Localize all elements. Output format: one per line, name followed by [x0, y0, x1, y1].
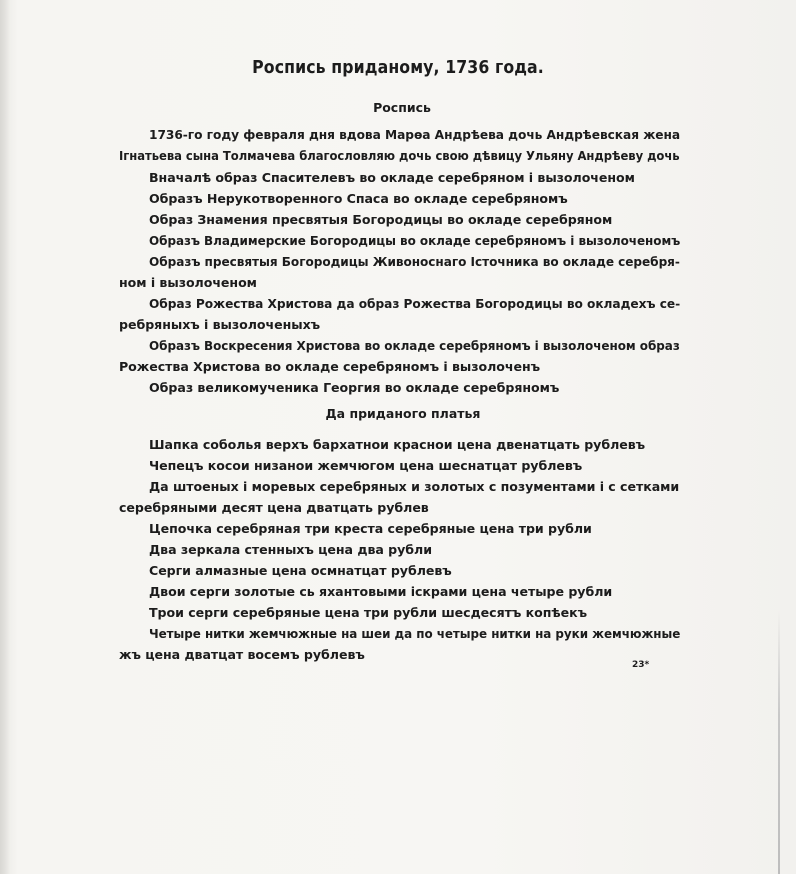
- text-line: Образъ Владимерские Богородицы во окладе серебряномъ i вызолоченомъ: [149, 233, 681, 248]
- text-line: жъ цена дватцат восемъ рублевъ: [119, 647, 365, 662]
- text-line: Двои серги золотые сь яхантовыми iскрами цена четыре рубли: [149, 584, 613, 599]
- text-line: Чепецъ косои низанои жемчюгом цена шеснатцат рублевъ: [149, 458, 583, 473]
- section-heading-rospis: Роспись: [373, 100, 431, 115]
- text-line: Шапка соболья верхъ бархатнои краснои цена двенатцать рублевъ: [149, 437, 646, 452]
- text-line: Серги алмазные цена осмнатцат рублевъ: [149, 563, 452, 578]
- text-line: Iгнатьева сына Толмачева благословляю дочь свою дѣвицу Ульяну Андрѣеву дочь: [119, 148, 680, 163]
- text-line: 1736-го году февраля дня вдова Марѳа Андрѣева дочь Андрѣевская жена: [149, 127, 681, 142]
- section-heading-dress: Да приданого платья: [325, 406, 481, 421]
- text-line: Вначалѣ образ Спасителевъ во окладе серебряном i вызолоченом: [149, 170, 635, 185]
- page-number: 23*: [632, 660, 650, 670]
- text-line: ном i вызолоченом: [119, 275, 257, 290]
- text-line: Четыре нитки жемчюжные на шеи да по четыре нитки на руки жемчюжные: [149, 626, 681, 641]
- text-line: Образъ Нерукотворенного Спаса во окладе серебряномъ: [149, 191, 568, 206]
- text-line: Образ Знамения пресвятыя Богородицы во окладе серебряном: [149, 212, 613, 227]
- page-right-edge-line: [778, 610, 780, 874]
- text-line: серебряными десят цена дватцать рублев: [119, 500, 429, 515]
- text-line: Два зеркала стенныхъ цена два рубли: [149, 542, 432, 557]
- text-line: Цепочка серебряная три креста серебряные цена три рубли: [149, 521, 592, 536]
- text-line: Образ великомученика Георгия во окладе серебряномъ: [149, 380, 560, 395]
- text-line: Образ Рожества Христова да образ Рожества Богородицы во окладехъ се-: [149, 296, 681, 311]
- text-line: ребряныхъ i вызолоченыхъ: [119, 317, 321, 332]
- text-line: Трои серги серебряные цена три рубли шесдесятъ копѣекъ: [149, 605, 587, 620]
- document-title: Роспись приданому, 1736 года.: [252, 58, 544, 78]
- text-line: Образъ Воскресения Христова во окладе серебряномъ i вызолоченом образ: [149, 338, 680, 353]
- text-line: Да штоеных i моревых серебряных и золотых с позументами i с сетками: [149, 479, 680, 494]
- page-left-shadow: [0, 0, 10, 874]
- text-line: Рожества Христова во окладе серебряномъ i вызолоченъ: [119, 359, 541, 374]
- text-line: Образъ пресвятыя Богородицы Живоноснаго Iсточника во окладе серебря-: [149, 254, 680, 269]
